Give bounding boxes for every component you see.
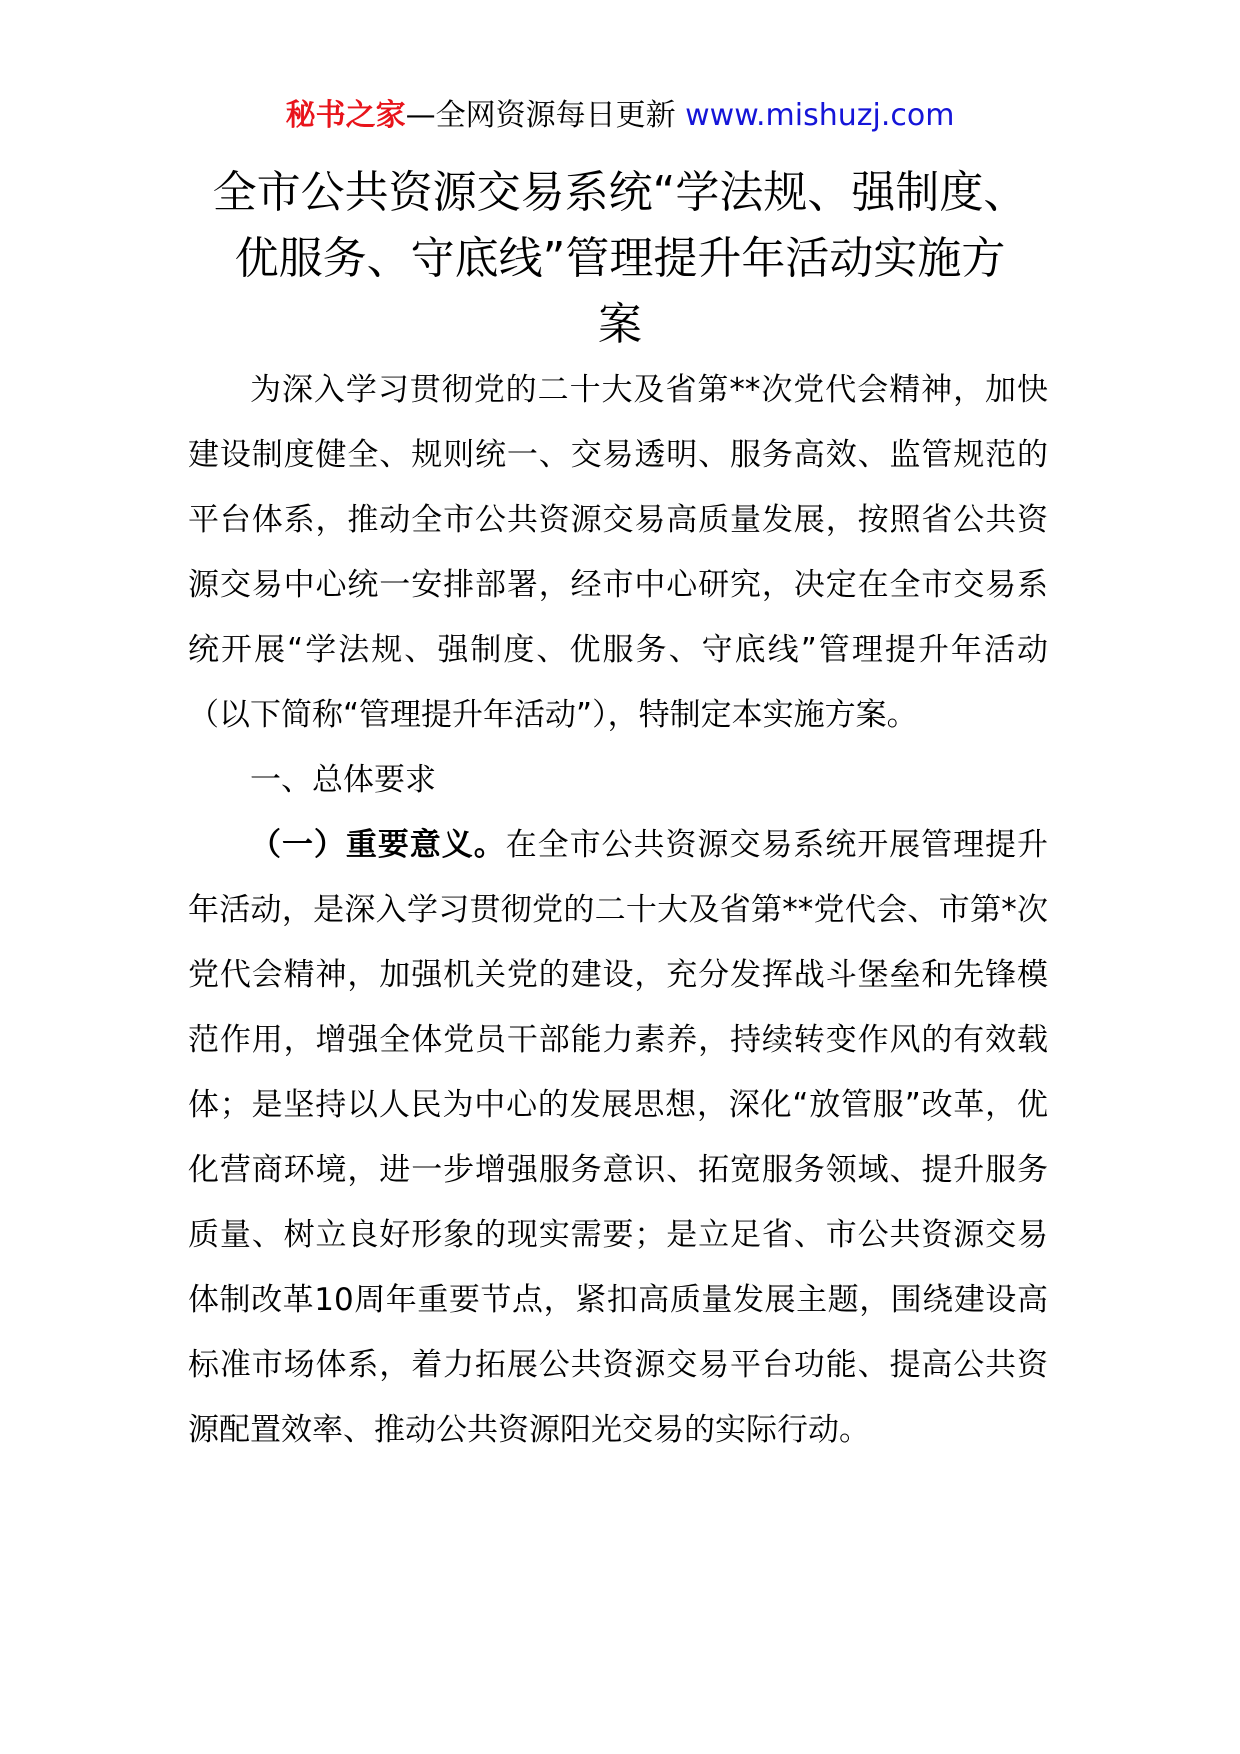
- subsection-paragraph: [188, 813, 1048, 1463]
- site-url-link[interactable]: www.mishuzj.com: [685, 98, 955, 133]
- subsection-lead: （一）重要意义。: [250, 827, 506, 863]
- site-brand: 秘书之家: [285, 98, 406, 133]
- site-header: [0, 96, 1240, 136]
- subsection-text: 在全市公共资源交易系统开展管理提升年活动，是深入学习贯彻党的二十大及省第**党代会、市第*次党代会精神，加强机关党的建设，充分发挥战斗堡垒和先锋模范作用，增强全体党员干部能力素养，持续转变作风的有效载体；是坚持以人民为中心的发展思想，深化“放管服”改革，优化营商环境，进一步增强服务意识、拓宽服务领域、提升服务质量、树立良好形象的现实需要；是立足省、市公共资源交易体制改革10周年重要节点，紧扣高质量发展主题，围绕建设高标准市场体系，着力拓展公共资源交易平台功能、提高公共资源配置效率、推动公共资源阳光交易的实际行动。: [188, 827, 1049, 1448]
- document-title: [150, 160, 1090, 358]
- title-line-3: 案: [598, 299, 642, 350]
- site-slogan: —全网资源每日更新: [405, 98, 676, 133]
- title-line-2: 优服务、守底线”管理提升年活动实施方: [234, 233, 1006, 284]
- intro-paragraph: 为深入学习贯彻党的二十大及省第**次党代会精神，加快建设制度健全、规则统一、交易透明、服务高效、监管规范的平台体系，推动全市公共资源交易高质量发展，按照省公共资源交易中心统一安排部署，经市中心研究，决定在全市交易系统开展“学法规、强制度、优服务、守底线”管理提升年活动（以下简称“管理提升年活动”），特制定本实施方案。: [188, 372, 1048, 733]
- document-body: [188, 358, 1048, 1463]
- title-line-1: 全市公共资源交易系统“学法规、强制度、: [212, 167, 1028, 218]
- section-heading: 一、总体要求: [250, 762, 436, 798]
